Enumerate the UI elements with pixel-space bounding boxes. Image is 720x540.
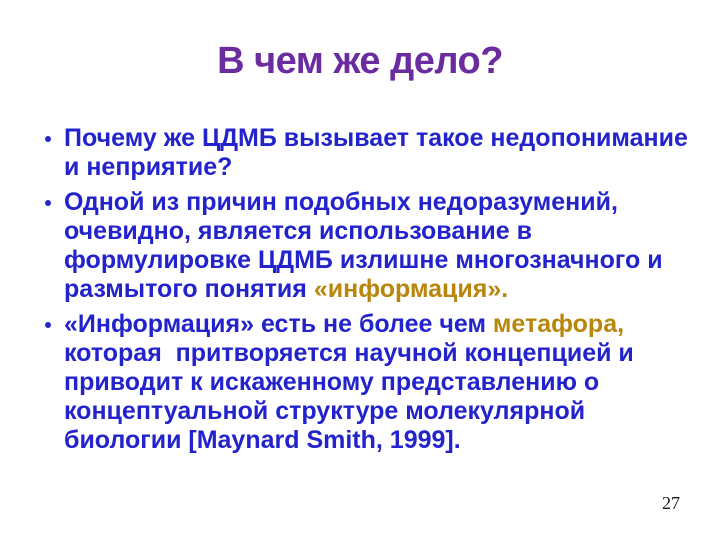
bullet-list: [45, 124, 692, 461]
bullet-marker-icon: [45, 200, 51, 206]
text-line: [64, 124, 688, 153]
highlighted-text: метафора,: [492, 310, 625, 338]
bullet-text: [64, 310, 634, 455]
body-text: очевидно, является использование в: [64, 217, 532, 245]
body-text: Одной из причин подобных недоразумений,: [64, 188, 618, 216]
body-text: которая притворяется научной концепцией и: [64, 339, 634, 367]
bullet-item: [45, 188, 692, 304]
body-text: «Информация» есть не более чем: [64, 310, 493, 338]
body-text: биологии [Maynard Smith, 1999].: [64, 426, 461, 454]
text-line: [64, 426, 634, 455]
body-text: и неприятие?: [64, 153, 233, 181]
text-line: [64, 397, 634, 426]
body-text: Почему же ЦДМБ вызывает такое недопонимание: [64, 124, 688, 152]
text-line: [64, 310, 634, 339]
bullet-text: [64, 124, 688, 182]
bullet-marker-icon: [45, 322, 51, 328]
text-line: [64, 217, 663, 246]
bullet-marker-icon: [45, 136, 51, 142]
slide-title: В чем же дело?: [217, 40, 503, 82]
text-line: [64, 188, 663, 217]
bullet-text: [64, 188, 663, 304]
body-text: формулировке ЦДМБ излишне многозначного и: [64, 246, 663, 274]
text-line: [64, 153, 688, 182]
body-text: концептуальной структуре молекулярной: [64, 397, 586, 425]
bullet-item: [45, 310, 692, 455]
text-line: [64, 246, 663, 275]
body-text: размытого понятия: [64, 275, 314, 303]
bullet-item: [45, 124, 692, 182]
text-line: [64, 339, 634, 368]
page-number: 27: [662, 493, 680, 513]
text-line: [64, 368, 634, 397]
text-line: [64, 275, 663, 304]
body-text: приводит к искаженному представлению о: [64, 368, 600, 396]
highlighted-text: «информация».: [313, 275, 509, 303]
